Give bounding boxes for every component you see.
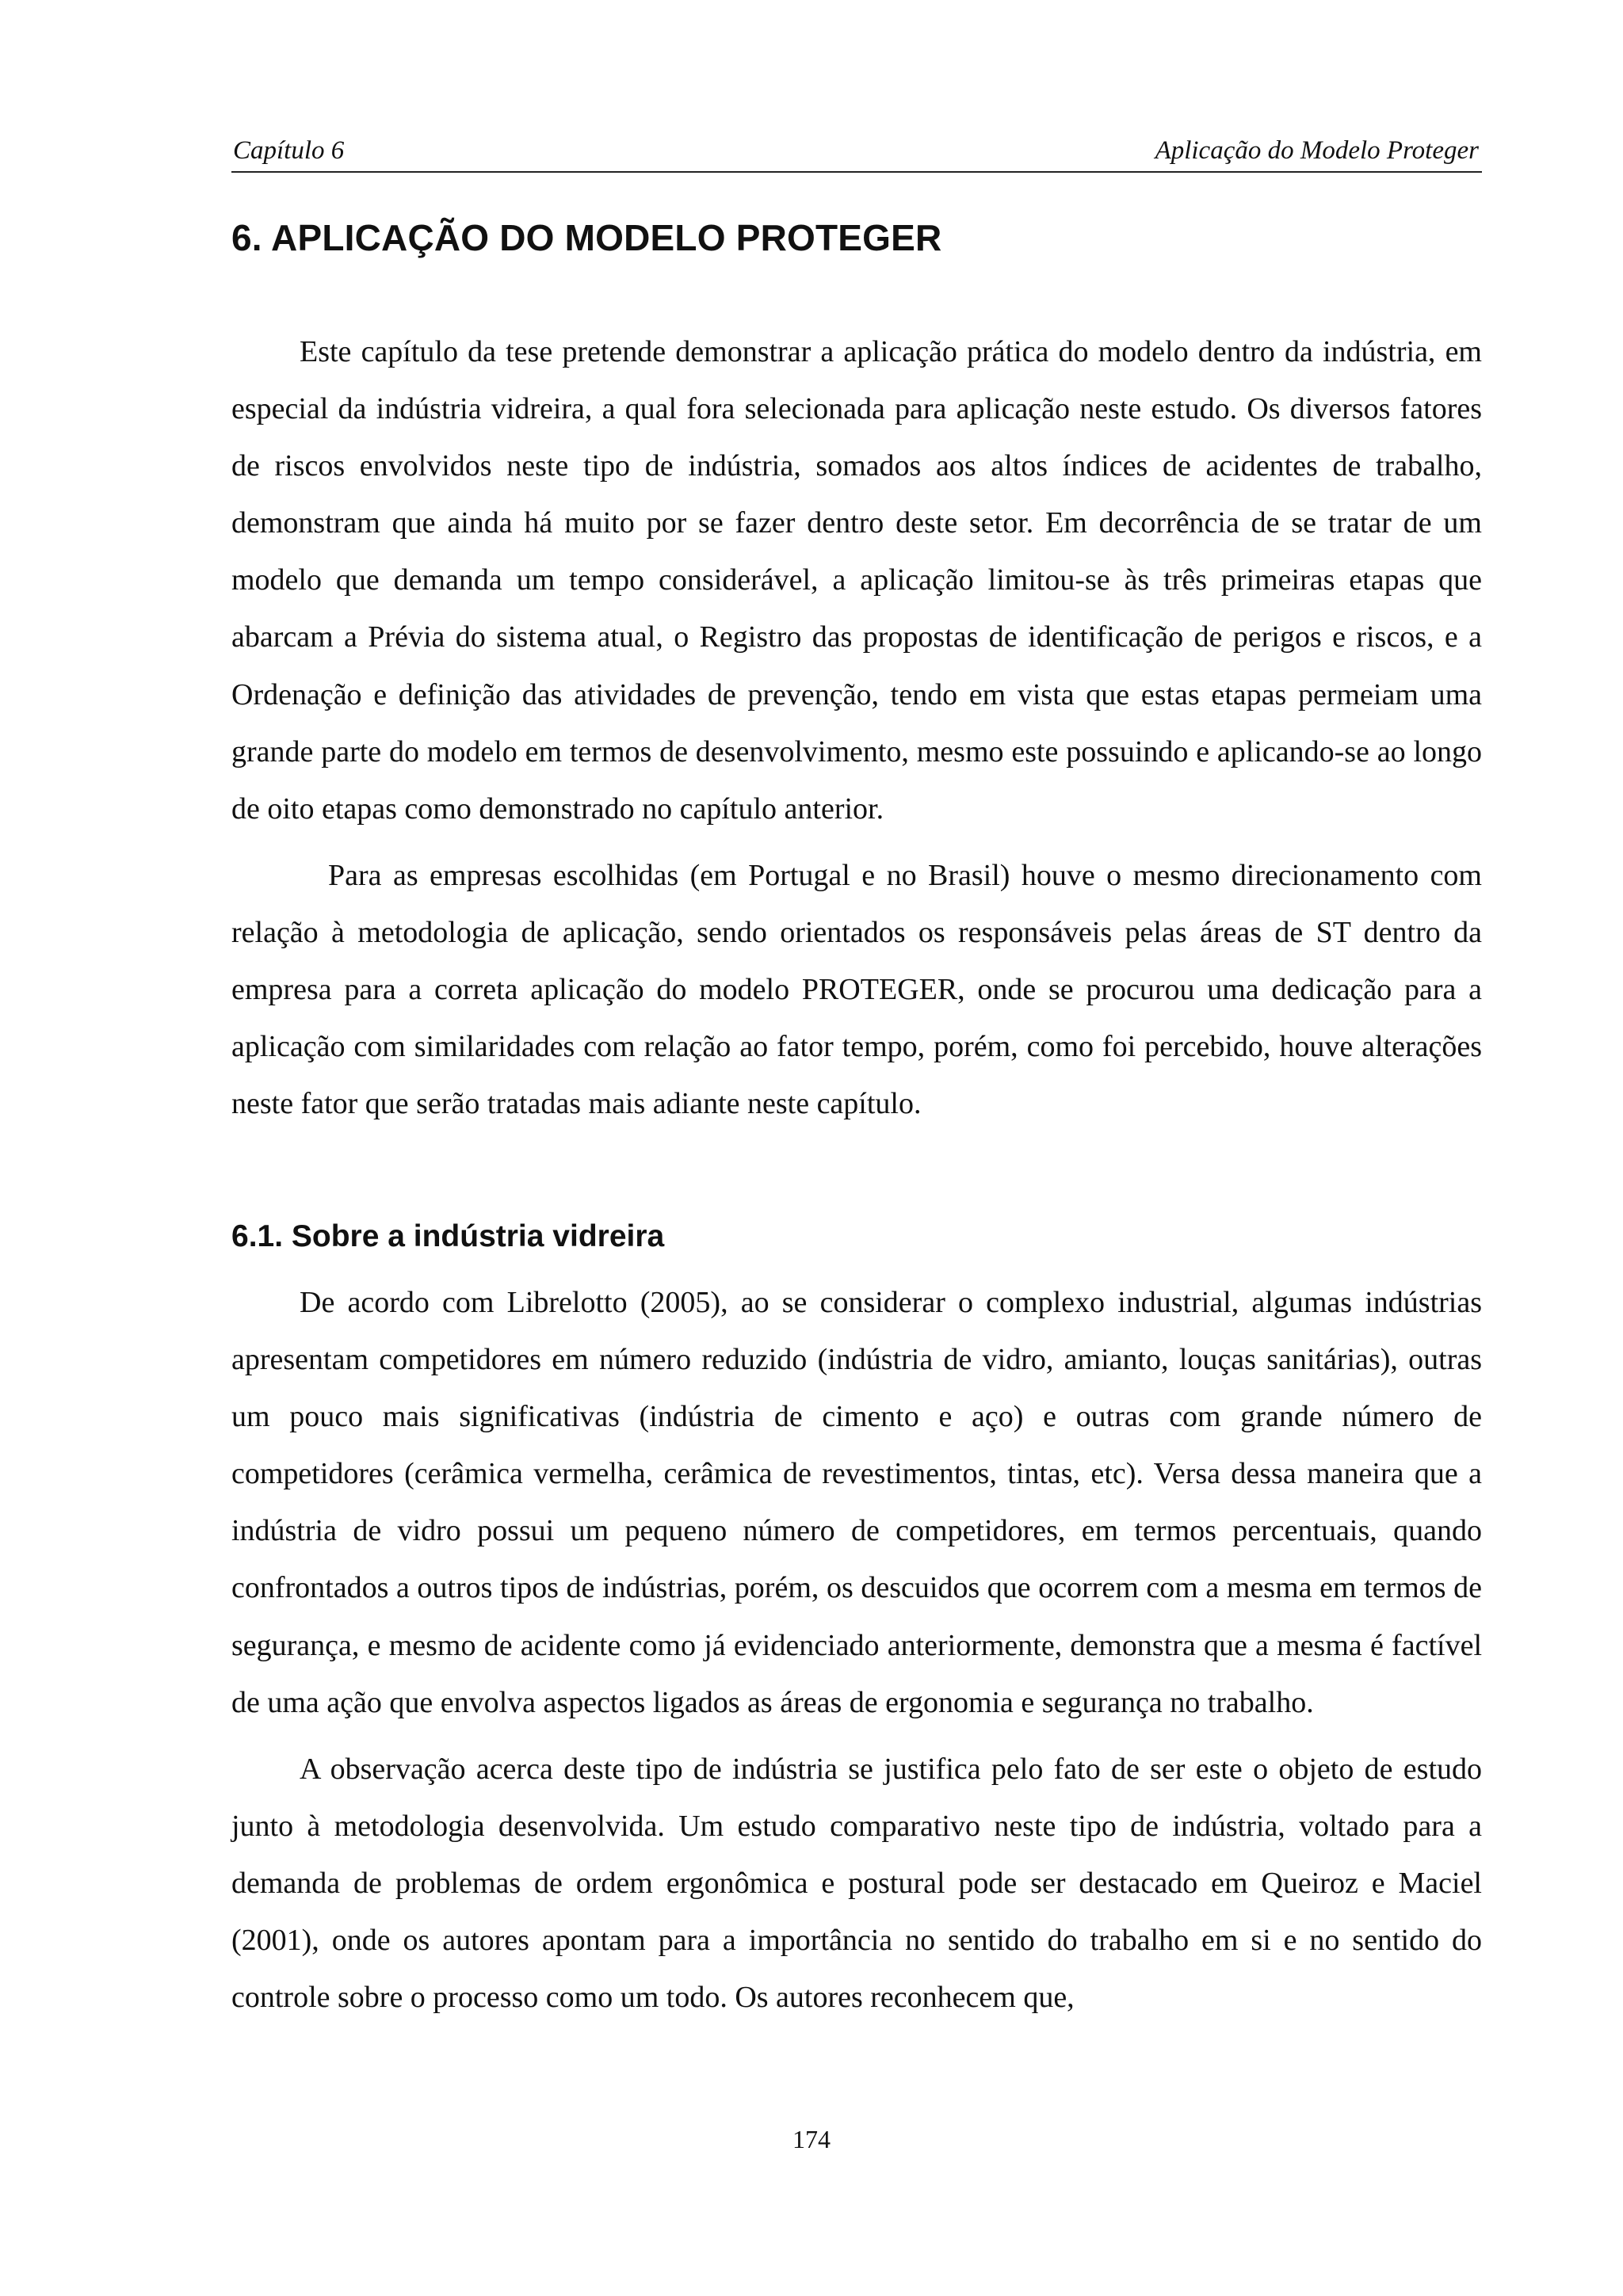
- section-paragraph-1: De acordo com Librelotto (2005), ao se considerar o complexo industrial, algumas indústrias apresentam competidores em número reduzido (indústria de vidro, amianto, louças sanitárias), outras um pouco mais significativas (indústria de cimento e aço) e outras com grande número de competidores (cerâmica vermelha, cerâmica de revestimentos, tintas, etc). Versa dessa maneira que a indústria de vidro possui um pequeno número de competidores, em termos percentuais, quando confrontados a outros tipos de indústrias, porém, os descuidos que ocorrem com a mesma em termos de segurança, e mesmo de acidente como já evidenciado anteriormente, demonstra que a mesma é factível de uma ação que envolva aspectos ligados as áreas de ergonomia e segurança no trabalho.: [231, 1286, 1482, 1719]
- page-number: 174: [792, 2125, 831, 2153]
- intro-paragraph-2: Para as empresas escolhidas (em Portugal e no Brasil) houve o mesmo direcionamento com relação à metodologia de aplicação, sendo orientados os responsáveis pelas áreas de ST dentro da empresa para a correta aplicação do modelo PROTEGER, onde se procurou uma dedicação para a aplicação com similaridades com relação ao fator tempo, porém, como foi percebido, houve alterações neste fator que serão tratadas mais adiante neste capítulo.: [231, 858, 1482, 1121]
- section-title: 6.1. Sobre a indústria vidreira: [231, 1219, 665, 1253]
- intro-text-block: [231, 323, 1482, 1132]
- header-chapter-label: Capítulo 6: [233, 136, 345, 165]
- running-header: [231, 133, 1482, 173]
- section-text-block: [231, 1274, 1482, 2026]
- chapter-title: 6. APLICAÇÃO DO MODELO PROTEGER: [231, 217, 942, 258]
- intro-paragraph-1: Este capítulo da tese pretende demonstrar a aplicação prática do modelo dentro da indústria, em especial da indústria vidreira, a qual fora selecionada para aplicação neste estudo. Os diversos fatores de riscos envolvidos neste tipo de indústria, somados aos altos índices de acidentes de trabalho, demonstram que ainda há muito por se fazer dentro deste setor. Em decorrência de se tratar de um modelo que demanda um tempo considerável, a aplicação limitou-se às três primeiras etapas que abarcam a Prévia do sistema atual, o Registro das propostas de identificação de perigos e riscos, e a Ordenação e definição das atividades de prevenção, tendo em vista que estas etapas permeiam uma grande parte do modelo em termos de desenvolvimento, mesmo este possuindo e aplicando-se ao longo de oito etapas como demonstrado no capítulo anterior.: [231, 335, 1482, 826]
- header-section-label: Aplicação do Modelo Proteger: [1155, 136, 1479, 165]
- section-paragraph-2: A observação acerca deste tipo de indústria se justifica pelo fato de ser este o objeto de estudo junto à metodologia desenvolvida. Um estudo comparativo neste tipo de indústria, voltado para a demanda de problemas de ordem ergonômica e postural pode ser destacado em Queiroz e Maciel (2001), onde os autores apontam para a importância no sentido do trabalho em si e no sentido do controle sobre o processo como um todo. Os autores reconhecem que,: [231, 1752, 1482, 2015]
